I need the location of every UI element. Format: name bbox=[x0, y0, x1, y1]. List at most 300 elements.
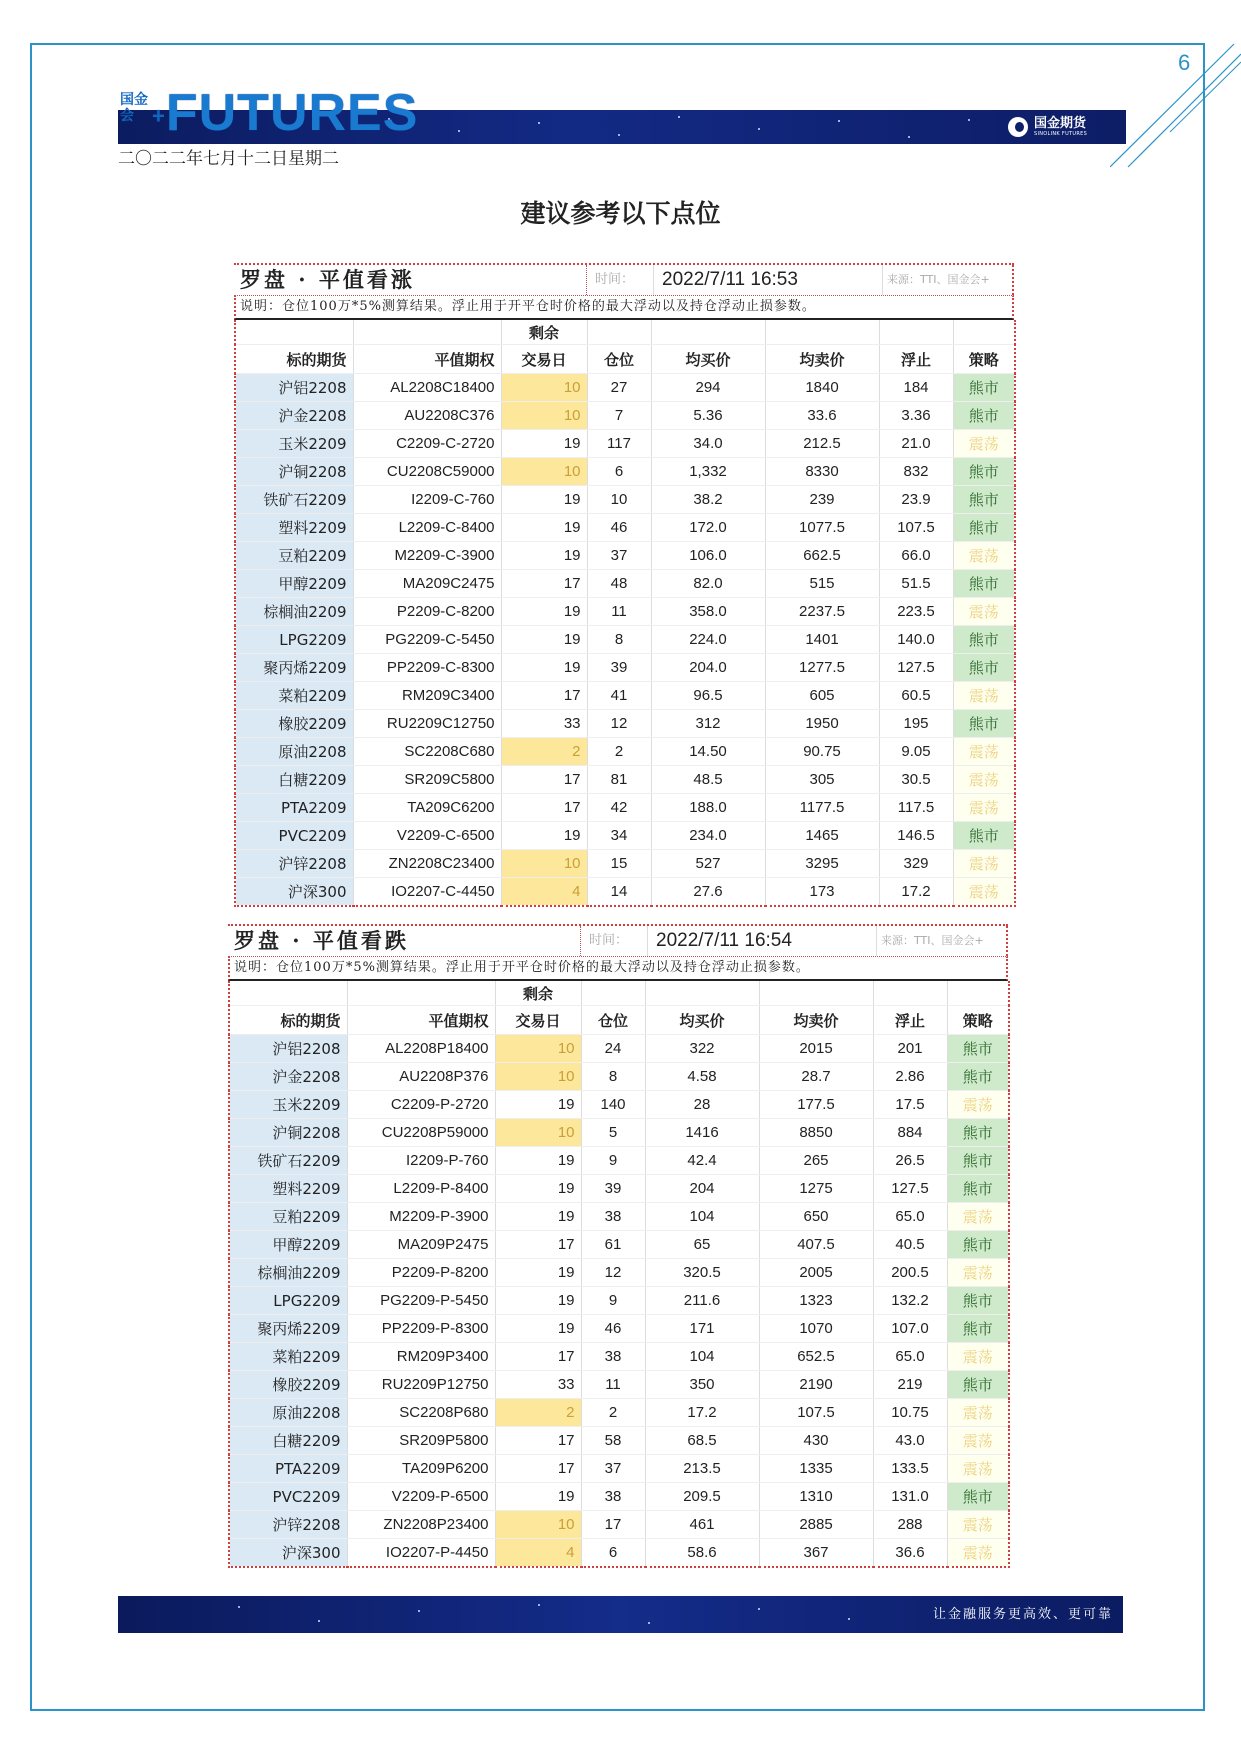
avg-sell-cell: 430 bbox=[759, 1427, 873, 1455]
avg-buy-cell: 211.6 bbox=[645, 1287, 759, 1315]
avg-sell-cell: 2005 bbox=[759, 1259, 873, 1287]
float-stop-cell: 66.0 bbox=[879, 542, 953, 570]
float-stop-cell: 9.05 bbox=[879, 738, 953, 766]
avg-sell-cell: 177.5 bbox=[759, 1091, 873, 1119]
float-stop-cell: 195 bbox=[879, 710, 953, 738]
avg-buy-cell: 104 bbox=[645, 1203, 759, 1231]
strategy-cell: 熊市 bbox=[953, 458, 1015, 486]
avg-sell-cell: 173 bbox=[765, 878, 879, 907]
table-row bbox=[229, 1483, 1009, 1511]
panel-note: 说明：仓位100万*5%测算结果。浮止用于开平仓时价格的最大浮动以及持仓浮动止损参数。 bbox=[228, 956, 1008, 981]
float-stop-cell: 43.0 bbox=[873, 1427, 947, 1455]
strategy-cell: 震荡 bbox=[953, 878, 1015, 907]
avg-sell-cell: 8330 bbox=[765, 458, 879, 486]
days-remaining-cell: 17 bbox=[495, 1343, 581, 1371]
avg-sell-cell: 2885 bbox=[759, 1511, 873, 1539]
days-remaining-cell: 10 bbox=[501, 402, 587, 430]
strategy-cell: 熊市 bbox=[953, 402, 1015, 430]
table-row bbox=[235, 822, 1015, 850]
underlying-cell: 沪锌2208 bbox=[235, 850, 353, 878]
section-title: 建议参考以下点位 bbox=[520, 199, 721, 228]
option-code-cell: ZN2208C23400 bbox=[353, 850, 501, 878]
header-days: 交易日 bbox=[501, 345, 587, 374]
option-code-cell: SR209C5800 bbox=[353, 766, 501, 794]
strategy-cell: 熊市 bbox=[953, 710, 1015, 738]
days-remaining-cell: 17 bbox=[495, 1427, 581, 1455]
avg-buy-cell: 171 bbox=[645, 1315, 759, 1343]
option-code-cell: SC2208C680 bbox=[353, 738, 501, 766]
table-row bbox=[229, 1203, 1009, 1231]
float-stop-cell: 3.36 bbox=[879, 402, 953, 430]
table-row bbox=[235, 682, 1015, 710]
avg-sell-cell: 1950 bbox=[765, 710, 879, 738]
days-remaining-cell: 19 bbox=[495, 1483, 581, 1511]
table-row bbox=[235, 458, 1015, 486]
put-table bbox=[228, 981, 1010, 1568]
days-remaining-cell: 10 bbox=[495, 1511, 581, 1539]
position-cell: 5 bbox=[581, 1119, 645, 1147]
table-row bbox=[235, 402, 1015, 430]
table-row bbox=[235, 766, 1015, 794]
avg-buy-cell: 172.0 bbox=[651, 514, 765, 542]
float-stop-cell: 127.5 bbox=[873, 1175, 947, 1203]
float-stop-cell: 17.5 bbox=[873, 1091, 947, 1119]
header-buy: 均买价 bbox=[651, 345, 765, 374]
option-code-cell: PP2209-C-8300 bbox=[353, 654, 501, 682]
days-remaining-cell: 17 bbox=[501, 570, 587, 598]
avg-buy-cell: 104 bbox=[645, 1343, 759, 1371]
avg-buy-cell: 204 bbox=[645, 1175, 759, 1203]
float-stop-cell: 17.2 bbox=[879, 878, 953, 907]
avg-sell-cell: 515 bbox=[765, 570, 879, 598]
underlying-cell: 聚丙烯2209 bbox=[235, 654, 353, 682]
underlying-cell: 白糖2209 bbox=[229, 1427, 347, 1455]
position-cell: 11 bbox=[587, 598, 651, 626]
float-stop-cell: 201 bbox=[873, 1035, 947, 1063]
position-cell: 24 bbox=[581, 1035, 645, 1063]
float-stop-cell: 127.5 bbox=[879, 654, 953, 682]
underlying-cell: 豆粕2209 bbox=[229, 1203, 347, 1231]
header-sell: 均卖价 bbox=[759, 1006, 873, 1035]
underlying-cell: 橡胶2209 bbox=[229, 1371, 347, 1399]
strategy-cell: 熊市 bbox=[953, 822, 1015, 850]
option-code-cell: C2209-P-2720 bbox=[347, 1091, 495, 1119]
strategy-cell: 熊市 bbox=[947, 1231, 1009, 1259]
table-row bbox=[235, 794, 1015, 822]
strategy-cell: 熊市 bbox=[947, 1119, 1009, 1147]
position-cell: 46 bbox=[587, 514, 651, 542]
avg-sell-cell: 1177.5 bbox=[765, 794, 879, 822]
header-strategy: 策略 bbox=[947, 1006, 1009, 1035]
underlying-cell: 沪金2208 bbox=[235, 402, 353, 430]
position-cell: 9 bbox=[581, 1287, 645, 1315]
call-panel bbox=[234, 263, 1014, 907]
float-stop-cell: 26.5 bbox=[873, 1147, 947, 1175]
header-strategy: 策略 bbox=[953, 345, 1015, 374]
strategy-cell: 震荡 bbox=[953, 542, 1015, 570]
avg-buy-cell: 224.0 bbox=[651, 626, 765, 654]
strategy-cell: 熊市 bbox=[947, 1035, 1009, 1063]
strategy-cell: 熊市 bbox=[953, 570, 1015, 598]
position-cell: 39 bbox=[581, 1175, 645, 1203]
company-logo-en: SINOLINK FUTURES bbox=[1034, 131, 1088, 137]
header-stop: 浮止 bbox=[873, 1006, 947, 1035]
avg-buy-cell: 82.0 bbox=[651, 570, 765, 598]
table-row bbox=[229, 1343, 1009, 1371]
float-stop-cell: 60.5 bbox=[879, 682, 953, 710]
days-remaining-cell: 17 bbox=[501, 794, 587, 822]
strategy-cell: 熊市 bbox=[953, 374, 1015, 402]
option-code-cell: I2209-C-760 bbox=[353, 486, 501, 514]
time-label: 时间： bbox=[581, 926, 648, 956]
underlying-cell: LPG2209 bbox=[235, 626, 353, 654]
avg-sell-cell: 33.6 bbox=[765, 402, 879, 430]
underlying-cell: PVC2209 bbox=[229, 1483, 347, 1511]
strategy-cell: 震荡 bbox=[947, 1091, 1009, 1119]
underlying-cell: 铁矿石2209 bbox=[235, 486, 353, 514]
avg-sell-cell: 1077.5 bbox=[765, 514, 879, 542]
strategy-cell: 熊市 bbox=[947, 1483, 1009, 1511]
days-remaining-cell: 19 bbox=[495, 1091, 581, 1119]
days-remaining-cell: 10 bbox=[495, 1063, 581, 1091]
table-row bbox=[229, 1175, 1009, 1203]
float-stop-cell: 288 bbox=[873, 1511, 947, 1539]
days-remaining-cell: 19 bbox=[501, 542, 587, 570]
table-row bbox=[235, 374, 1015, 402]
strategy-cell: 熊市 bbox=[953, 626, 1015, 654]
table-row bbox=[235, 430, 1015, 458]
option-code-cell: IO2207-P-4450 bbox=[347, 1539, 495, 1568]
position-cell: 39 bbox=[587, 654, 651, 682]
days-remaining-cell: 19 bbox=[501, 486, 587, 514]
avg-buy-cell: 48.5 bbox=[651, 766, 765, 794]
table-row bbox=[229, 1091, 1009, 1119]
strategy-cell: 震荡 bbox=[947, 1343, 1009, 1371]
avg-buy-cell: 38.2 bbox=[651, 486, 765, 514]
strategy-cell: 熊市 bbox=[947, 1147, 1009, 1175]
option-code-cell: RU2209P12750 bbox=[347, 1371, 495, 1399]
table-row bbox=[229, 1455, 1009, 1483]
avg-sell-cell: 367 bbox=[759, 1539, 873, 1568]
position-cell: 41 bbox=[587, 682, 651, 710]
avg-buy-cell: 4.58 bbox=[645, 1063, 759, 1091]
float-stop-cell: 107.5 bbox=[879, 514, 953, 542]
float-stop-cell: 2.86 bbox=[873, 1063, 947, 1091]
avg-buy-cell: 188.0 bbox=[651, 794, 765, 822]
option-code-cell: M2209-P-3900 bbox=[347, 1203, 495, 1231]
option-code-cell: RM209P3400 bbox=[347, 1343, 495, 1371]
time-label: 时间： bbox=[587, 265, 654, 295]
avg-sell-cell: 90.75 bbox=[765, 738, 879, 766]
avg-buy-cell: 204.0 bbox=[651, 654, 765, 682]
header-option: 平值期权 bbox=[347, 1006, 495, 1035]
underlying-cell: PTA2209 bbox=[229, 1455, 347, 1483]
option-code-cell: CU2208C59000 bbox=[353, 458, 501, 486]
table-row bbox=[235, 542, 1015, 570]
company-logo-cn: 国金期货 bbox=[1034, 116, 1087, 131]
table-row bbox=[235, 850, 1015, 878]
underlying-cell: 塑料2209 bbox=[229, 1175, 347, 1203]
table-row bbox=[229, 1063, 1009, 1091]
header-buy: 均买价 bbox=[645, 1006, 759, 1035]
table-row bbox=[229, 1371, 1009, 1399]
avg-buy-cell: 14.50 bbox=[651, 738, 765, 766]
float-stop-cell: 884 bbox=[873, 1119, 947, 1147]
underlying-cell: PTA2209 bbox=[235, 794, 353, 822]
float-stop-cell: 40.5 bbox=[873, 1231, 947, 1259]
avg-buy-cell: 312 bbox=[651, 710, 765, 738]
panel-time: 2022/7/11 16:53 bbox=[654, 265, 883, 295]
option-code-cell: MA209P2475 bbox=[347, 1231, 495, 1259]
option-code-cell: AU2208C376 bbox=[353, 402, 501, 430]
strategy-cell: 震荡 bbox=[953, 850, 1015, 878]
avg-sell-cell: 1323 bbox=[759, 1287, 873, 1315]
days-remaining-cell: 4 bbox=[495, 1539, 581, 1568]
position-cell: 81 bbox=[587, 766, 651, 794]
position-cell: 14 bbox=[587, 878, 651, 907]
underlying-cell: 铁矿石2209 bbox=[229, 1147, 347, 1175]
strategy-cell: 震荡 bbox=[953, 682, 1015, 710]
table-row bbox=[235, 598, 1015, 626]
option-code-cell: SR209P5800 bbox=[347, 1427, 495, 1455]
avg-buy-cell: 350 bbox=[645, 1371, 759, 1399]
avg-buy-cell: 27.6 bbox=[651, 878, 765, 907]
underlying-cell: 沪铜2208 bbox=[229, 1119, 347, 1147]
avg-sell-cell: 1465 bbox=[765, 822, 879, 850]
position-cell: 42 bbox=[587, 794, 651, 822]
table-row bbox=[235, 654, 1015, 682]
position-cell: 46 bbox=[581, 1315, 645, 1343]
panel-header bbox=[234, 263, 1014, 295]
float-stop-cell: 140.0 bbox=[879, 626, 953, 654]
position-cell: 15 bbox=[587, 850, 651, 878]
float-stop-cell: 329 bbox=[879, 850, 953, 878]
underlying-cell: 玉米2209 bbox=[235, 430, 353, 458]
position-cell: 8 bbox=[587, 626, 651, 654]
avg-sell-cell: 8850 bbox=[759, 1119, 873, 1147]
position-cell: 11 bbox=[581, 1371, 645, 1399]
avg-sell-cell: 1277.5 bbox=[765, 654, 879, 682]
strategy-cell: 震荡 bbox=[947, 1399, 1009, 1427]
avg-buy-cell: 209.5 bbox=[645, 1483, 759, 1511]
float-stop-cell: 30.5 bbox=[879, 766, 953, 794]
days-remaining-cell: 19 bbox=[501, 654, 587, 682]
days-remaining-cell: 10 bbox=[501, 374, 587, 402]
strategy-cell: 震荡 bbox=[947, 1259, 1009, 1287]
avg-sell-cell: 1070 bbox=[759, 1315, 873, 1343]
position-cell: 37 bbox=[581, 1455, 645, 1483]
underlying-cell: 菜粕2209 bbox=[229, 1343, 347, 1371]
avg-sell-cell: 28.7 bbox=[759, 1063, 873, 1091]
strategy-cell: 熊市 bbox=[947, 1315, 1009, 1343]
option-code-cell: TA209P6200 bbox=[347, 1455, 495, 1483]
avg-sell-cell: 305 bbox=[765, 766, 879, 794]
option-code-cell: RU2209C12750 bbox=[353, 710, 501, 738]
days-remaining-cell: 33 bbox=[495, 1371, 581, 1399]
float-stop-cell: 146.5 bbox=[879, 822, 953, 850]
option-code-cell: C2209-C-2720 bbox=[353, 430, 501, 458]
option-code-cell: I2209-P-760 bbox=[347, 1147, 495, 1175]
float-stop-cell: 51.5 bbox=[879, 570, 953, 598]
option-code-cell: SC2208P680 bbox=[347, 1399, 495, 1427]
report-date: 二〇二二年七月十二日星期二 bbox=[118, 149, 339, 169]
position-cell: 37 bbox=[587, 542, 651, 570]
avg-buy-cell: 17.2 bbox=[645, 1399, 759, 1427]
float-stop-cell: 131.0 bbox=[873, 1483, 947, 1511]
underlying-cell: 橡胶2209 bbox=[235, 710, 353, 738]
position-cell: 140 bbox=[581, 1091, 645, 1119]
underlying-cell: 沪铝2208 bbox=[235, 374, 353, 402]
strategy-cell: 熊市 bbox=[953, 486, 1015, 514]
option-code-cell: AU2208P376 bbox=[347, 1063, 495, 1091]
strategy-cell: 震荡 bbox=[947, 1539, 1009, 1568]
option-code-cell: RM209C3400 bbox=[353, 682, 501, 710]
header-sell: 均卖价 bbox=[765, 345, 879, 374]
table-row bbox=[229, 1259, 1009, 1287]
float-stop-cell: 36.6 bbox=[873, 1539, 947, 1568]
corner-decoration bbox=[1110, 42, 1241, 172]
table-row bbox=[229, 1399, 1009, 1427]
days-remaining-cell: 17 bbox=[495, 1455, 581, 1483]
position-cell: 117 bbox=[587, 430, 651, 458]
header-remaining: 剩余 bbox=[501, 320, 587, 345]
strategy-cell: 震荡 bbox=[953, 430, 1015, 458]
underlying-cell: 沪铝2208 bbox=[229, 1035, 347, 1063]
option-code-cell: ZN2208P23400 bbox=[347, 1511, 495, 1539]
avg-buy-cell: 58.6 bbox=[645, 1539, 759, 1568]
position-cell: 38 bbox=[581, 1203, 645, 1231]
position-cell: 48 bbox=[587, 570, 651, 598]
strategy-cell: 震荡 bbox=[947, 1455, 1009, 1483]
avg-buy-cell: 42.4 bbox=[645, 1147, 759, 1175]
page-number: 6 bbox=[1178, 50, 1191, 75]
avg-buy-cell: 106.0 bbox=[651, 542, 765, 570]
days-remaining-cell: 2 bbox=[501, 738, 587, 766]
avg-buy-cell: 68.5 bbox=[645, 1427, 759, 1455]
avg-buy-cell: 1,332 bbox=[651, 458, 765, 486]
brand-plus: + bbox=[152, 103, 166, 129]
table-row bbox=[229, 1287, 1009, 1315]
avg-sell-cell: 1840 bbox=[765, 374, 879, 402]
days-remaining-cell: 17 bbox=[495, 1231, 581, 1259]
option-code-cell: TA209C6200 bbox=[353, 794, 501, 822]
underlying-cell: 沪锌2208 bbox=[229, 1511, 347, 1539]
avg-sell-cell: 212.5 bbox=[765, 430, 879, 458]
days-remaining-cell: 19 bbox=[501, 626, 587, 654]
days-remaining-cell: 19 bbox=[501, 822, 587, 850]
panel-source: 来源：TTI、国金会+ bbox=[877, 926, 1008, 956]
float-stop-cell: 10.75 bbox=[873, 1399, 947, 1427]
position-cell: 38 bbox=[581, 1483, 645, 1511]
days-remaining-cell: 33 bbox=[501, 710, 587, 738]
avg-buy-cell: 65 bbox=[645, 1231, 759, 1259]
position-cell: 12 bbox=[587, 710, 651, 738]
header-days: 交易日 bbox=[495, 1006, 581, 1035]
position-cell: 61 bbox=[581, 1231, 645, 1259]
avg-sell-cell: 652.5 bbox=[759, 1343, 873, 1371]
avg-sell-cell: 107.5 bbox=[759, 1399, 873, 1427]
table-row bbox=[229, 1119, 1009, 1147]
position-cell: 34 bbox=[587, 822, 651, 850]
table-row bbox=[229, 1427, 1009, 1455]
brand-en: FUTURES bbox=[165, 84, 419, 142]
underlying-cell: 聚丙烯2209 bbox=[229, 1315, 347, 1343]
position-cell: 38 bbox=[581, 1343, 645, 1371]
option-code-cell: M2209-C-3900 bbox=[353, 542, 501, 570]
avg-buy-cell: 358.0 bbox=[651, 598, 765, 626]
float-stop-cell: 133.5 bbox=[873, 1455, 947, 1483]
avg-sell-cell: 1401 bbox=[765, 626, 879, 654]
avg-sell-cell: 605 bbox=[765, 682, 879, 710]
float-stop-cell: 132.2 bbox=[873, 1287, 947, 1315]
strategy-cell: 震荡 bbox=[947, 1427, 1009, 1455]
avg-buy-cell: 96.5 bbox=[651, 682, 765, 710]
avg-buy-cell: 294 bbox=[651, 374, 765, 402]
underlying-cell: 甲醇2209 bbox=[235, 570, 353, 598]
header-option: 平值期权 bbox=[353, 345, 501, 374]
days-remaining-cell: 19 bbox=[495, 1147, 581, 1175]
option-code-cell: CU2208P59000 bbox=[347, 1119, 495, 1147]
avg-buy-cell: 234.0 bbox=[651, 822, 765, 850]
position-cell: 17 bbox=[581, 1511, 645, 1539]
panel-source: 来源：TTI、国金会+ bbox=[883, 265, 1014, 295]
header-underlying: 标的期货 bbox=[235, 345, 353, 374]
float-stop-cell: 65.0 bbox=[873, 1343, 947, 1371]
underlying-cell: 沪金2208 bbox=[229, 1063, 347, 1091]
days-remaining-cell: 19 bbox=[501, 430, 587, 458]
option-code-cell: IO2207-C-4450 bbox=[353, 878, 501, 907]
float-stop-cell: 223.5 bbox=[879, 598, 953, 626]
strategy-cell: 震荡 bbox=[947, 1203, 1009, 1231]
days-remaining-cell: 19 bbox=[501, 598, 587, 626]
avg-buy-cell: 320.5 bbox=[645, 1259, 759, 1287]
float-stop-cell: 23.9 bbox=[879, 486, 953, 514]
days-remaining-cell: 2 bbox=[495, 1399, 581, 1427]
avg-sell-cell: 265 bbox=[759, 1147, 873, 1175]
avg-buy-cell: 28 bbox=[645, 1091, 759, 1119]
days-remaining-cell: 19 bbox=[495, 1175, 581, 1203]
header-position: 仓位 bbox=[581, 1006, 645, 1035]
position-cell: 10 bbox=[587, 486, 651, 514]
float-stop-cell: 184 bbox=[879, 374, 953, 402]
panel-title: 罗盘 · 平值看跌 bbox=[228, 926, 581, 956]
float-stop-cell: 65.0 bbox=[873, 1203, 947, 1231]
underlying-cell: 塑料2209 bbox=[235, 514, 353, 542]
footer-banner bbox=[118, 1596, 1123, 1633]
underlying-cell: 豆粕2209 bbox=[235, 542, 353, 570]
avg-sell-cell: 2015 bbox=[759, 1035, 873, 1063]
avg-sell-cell: 2237.5 bbox=[765, 598, 879, 626]
position-cell: 9 bbox=[581, 1147, 645, 1175]
avg-buy-cell: 461 bbox=[645, 1511, 759, 1539]
days-remaining-cell: 4 bbox=[501, 878, 587, 907]
strategy-cell: 熊市 bbox=[947, 1175, 1009, 1203]
avg-sell-cell: 1310 bbox=[759, 1483, 873, 1511]
position-cell: 7 bbox=[587, 402, 651, 430]
header-underlying: 标的期货 bbox=[229, 1006, 347, 1035]
underlying-cell: 沪深300 bbox=[235, 878, 353, 907]
brand-cn: 国金会 bbox=[120, 92, 148, 124]
days-remaining-cell: 10 bbox=[501, 850, 587, 878]
header-remaining: 剩余 bbox=[495, 981, 581, 1006]
underlying-cell: LPG2209 bbox=[229, 1287, 347, 1315]
position-cell: 8 bbox=[581, 1063, 645, 1091]
underlying-cell: 原油2208 bbox=[235, 738, 353, 766]
position-cell: 12 bbox=[581, 1259, 645, 1287]
option-code-cell: P2209-C-8200 bbox=[353, 598, 501, 626]
company-logo bbox=[1008, 113, 1122, 141]
position-cell: 6 bbox=[581, 1539, 645, 1568]
